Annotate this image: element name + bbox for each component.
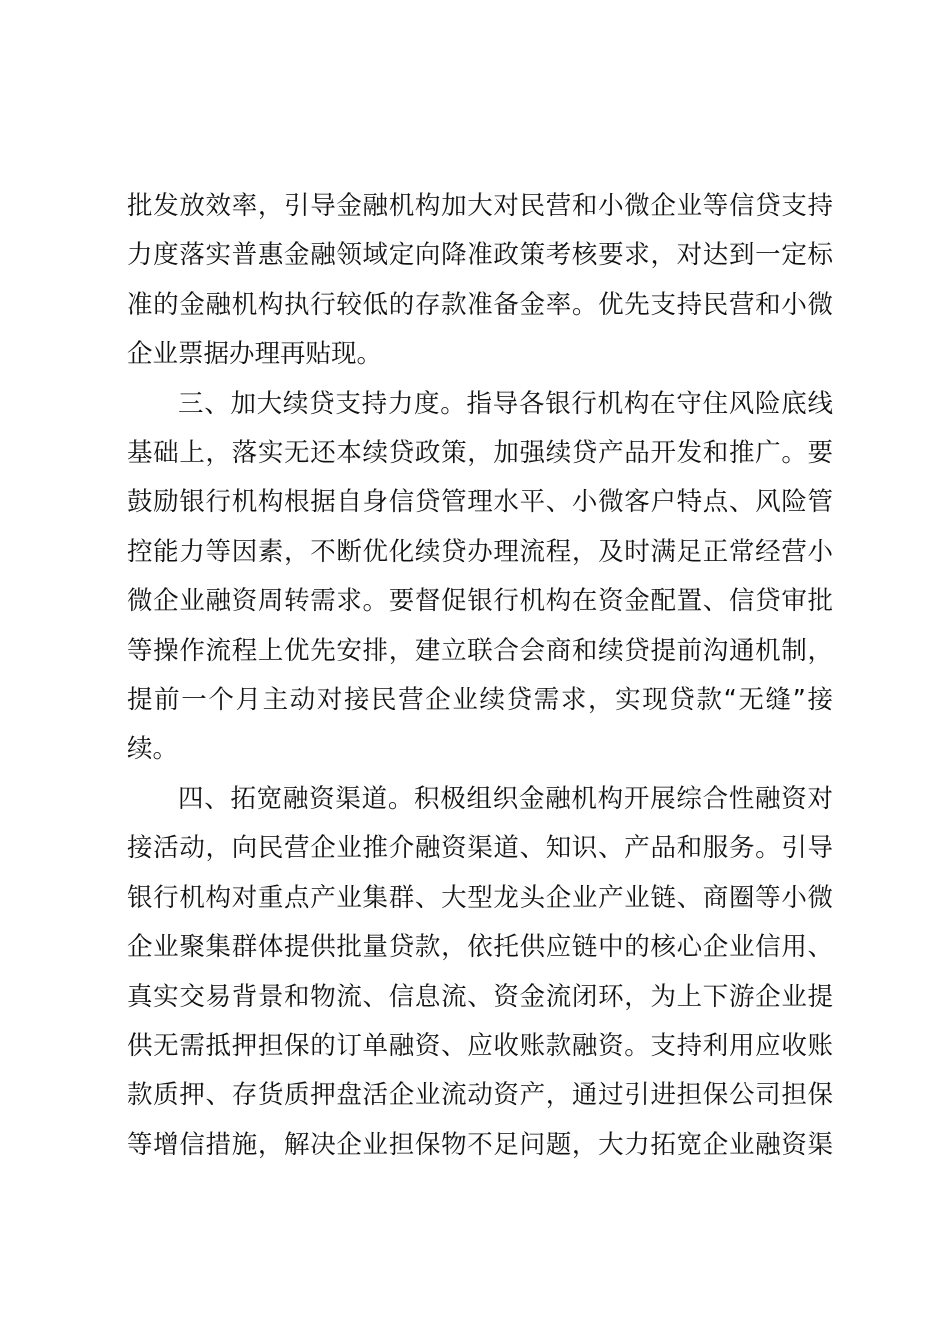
text-line: 接活动，向民营企业推介融资渠道、知识、产品和服务。引导 (127, 833, 833, 864)
text-line: 准的金融机构执行较低的存款准备金率。优先支持民营和小微 (127, 289, 833, 320)
text-line: 基础上，落实无还本续贷政策，加强续贷产品开发和推广。要 (127, 438, 833, 469)
text-line: 供无需抵押担保的订单融资、应收账款融资。支持利用应收账 (127, 1030, 833, 1061)
text-line: 批发放效率，引导金融机构加大对民营和小微企业等信贷支持 (127, 191, 833, 221)
paragraph-financing-channels (127, 775, 837, 1170)
document-body (127, 182, 837, 1170)
paragraph-renewal-loans (127, 380, 837, 775)
text-line: 真实交易背景和物流、信息流、资金流闭环，为上下游企业提 (127, 981, 833, 1012)
text-line: 四、拓宽融资渠道。积极组织金融机构开展综合性融资对 (178, 783, 833, 814)
text-line: 力度落实普惠金融领域定向降准政策考核要求，对达到一定标 (127, 240, 833, 271)
text-line: 控能力等因素，不断优化续贷办理流程，及时满足正常经营小 (127, 536, 833, 567)
text-line: 款质押、存货质押盘活企业流动资产，通过引进担保公司担保 (127, 1080, 833, 1111)
text-line: 微企业融资周转需求。要督促银行机构在资金配置、信贷审批 (127, 586, 833, 617)
text-line: 续。 (127, 734, 179, 765)
text-line: 提前一个月主动对接民营企业续贷需求，实现贷款“无缝”接 (127, 685, 833, 716)
text-line: 企业票据办理再贴现。 (127, 339, 383, 370)
text-line: 鼓励银行机构根据自身信贷管理水平、小微客户特点、风险管 (127, 487, 833, 518)
paragraph-continuation (127, 182, 837, 380)
text-line: 银行机构对重点产业集群、大型龙头企业产业链、商圈等小微 (127, 882, 833, 913)
text-line: 等操作流程上优先安排，建立联合会商和续贷提前沟通机制， (127, 635, 833, 666)
text-line: 三、加大续贷支持力度。指导各银行机构在守住风险底线 (178, 388, 833, 419)
text-line: 企业聚集群体提供批量贷款，依托供应链中的核心企业信用、 (127, 932, 833, 963)
text-line: 等增信措施，解决企业担保物不足问题，大力拓宽企业融资渠 (127, 1129, 833, 1160)
